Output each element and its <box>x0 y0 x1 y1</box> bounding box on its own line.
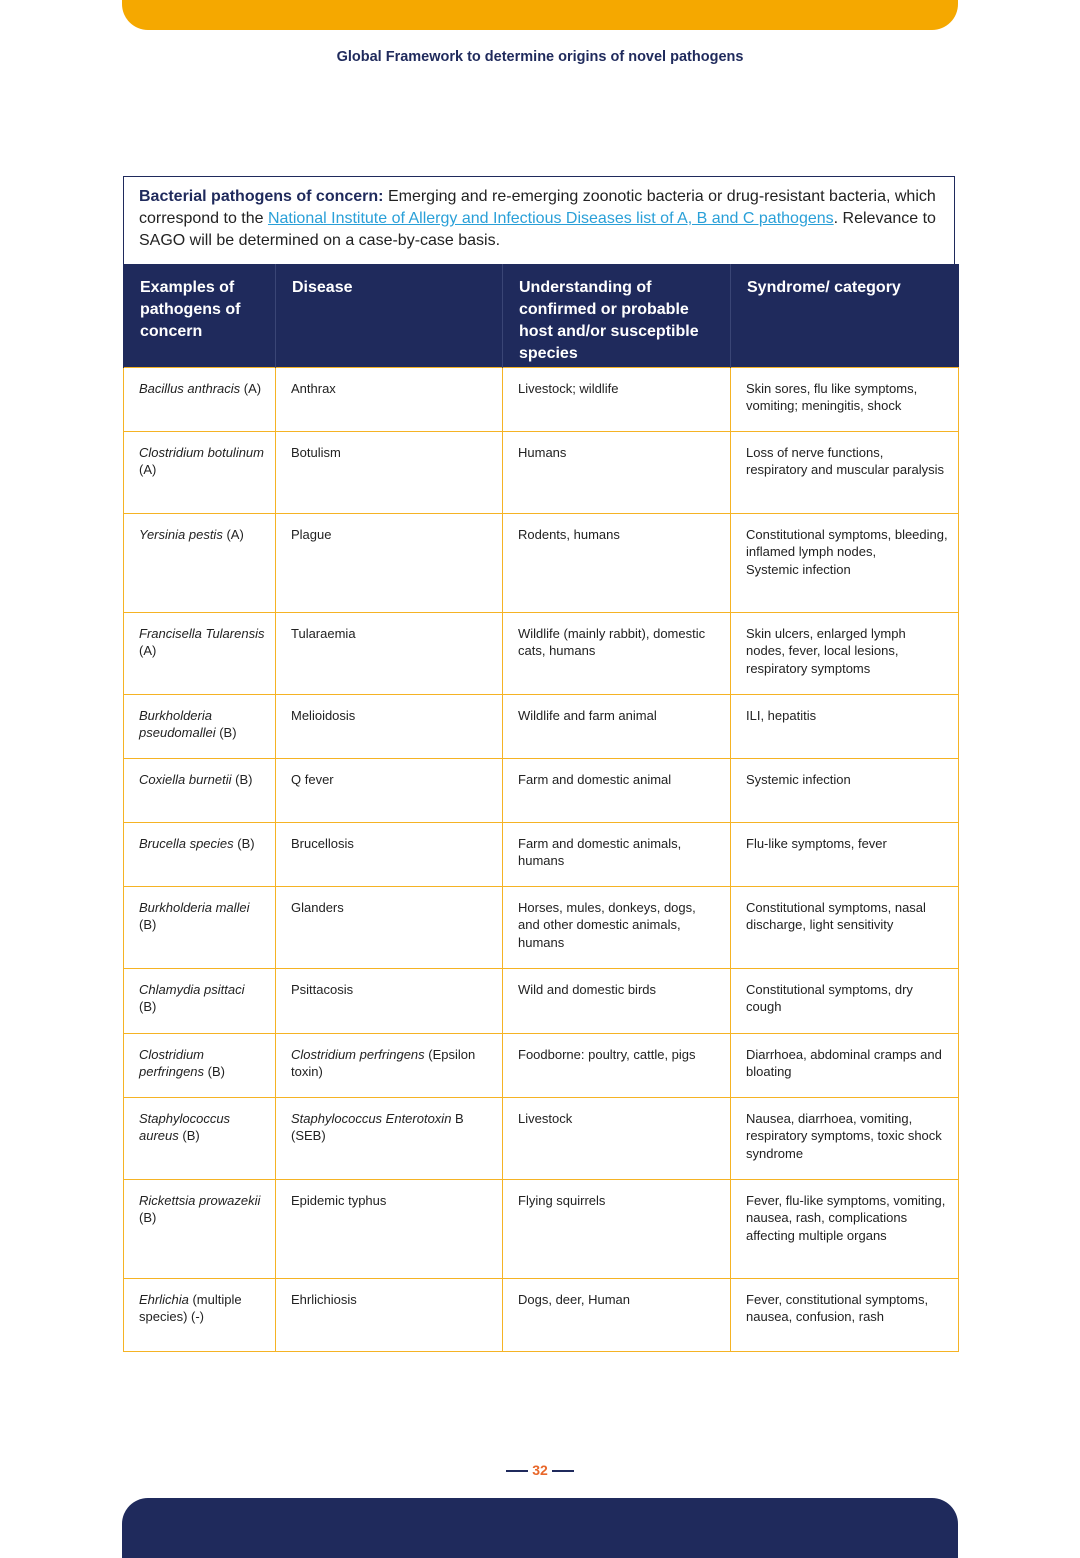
host-cell: Dogs, deer, Human <box>503 1278 731 1351</box>
pathogen-category: (A) <box>222 526 244 542</box>
pathogen-cell <box>124 1033 276 1097</box>
pathogens-table <box>123 264 959 1352</box>
table-row <box>124 1278 959 1351</box>
pathogen-cell <box>124 968 276 1033</box>
table-row <box>124 694 959 758</box>
host-cell: Wildlife (mainly rabbit), domestic cats, humans <box>503 612 731 694</box>
pathogen-category: (B) <box>139 999 157 1014</box>
syndrome-cell: Constitutional symptoms, bleeding, inflamed lymph nodes, Systemic infection <box>731 513 959 612</box>
syndrome-cell: ILI, hepatitis <box>731 694 959 758</box>
syndrome-cell: Loss of nerve functions, respiratory and muscular paralysis <box>731 431 959 513</box>
pathogen-category: (B) <box>204 1064 225 1079</box>
disease-cell <box>276 694 503 758</box>
intro-box <box>123 176 955 264</box>
syndrome-cell: Skin ulcers, enlarged lymph nodes, fever, local lesions, respiratory symptoms <box>731 612 959 694</box>
pathogen-name: Chlamydia psittaci <box>139 981 245 997</box>
pathogen-category: (A) <box>139 643 157 658</box>
syndrome-cell: Nausea, diarrhoea, vomiting, respiratory symptoms, toxic shock syndrome <box>731 1097 959 1179</box>
pathogen-category: (A) <box>139 462 157 477</box>
page-number-dash-right <box>552 1470 574 1472</box>
pathogen-category: (B) <box>215 725 237 740</box>
disease-cell <box>276 886 503 968</box>
disease-cell <box>276 367 503 431</box>
pathogen-category: (A) <box>240 380 262 396</box>
pathogen-cell <box>124 367 276 431</box>
host-cell: Horses, mules, donkeys, dogs, and other domestic animals, humans <box>503 886 731 968</box>
disease-name: Botulism <box>291 444 341 460</box>
host-cell: Livestock; wildlife <box>503 367 731 431</box>
disease-name: Glanders <box>291 899 344 915</box>
syndrome-cell: Fever, constitutional symptoms, nausea, confusion, rash <box>731 1278 959 1351</box>
intro-lead: Bacterial pathogens of concern: <box>139 188 384 205</box>
pathogen-cell <box>124 513 276 612</box>
pathogen-name: Rickettsia prowazekii <box>139 1192 261 1208</box>
table-row <box>124 1097 959 1179</box>
table-row <box>124 758 959 822</box>
pathogen-name: Francisella Tularensis <box>139 625 265 641</box>
syndrome-cell: Systemic infection <box>731 758 959 822</box>
pathogen-name: Burkholderia pseudomallei <box>139 707 216 740</box>
pathogen-cell <box>124 886 276 968</box>
pathogen-name: Bacillus anthracis <box>139 380 241 396</box>
host-cell: Farm and domestic animals, humans <box>503 822 731 886</box>
syndrome-cell: Constitutional symptoms, dry cough <box>731 968 959 1033</box>
disease-cell <box>276 431 503 513</box>
syndrome-cell: Flu-like symptoms, fever <box>731 822 959 886</box>
intro-text-1: Emerging and re-emerging zoonotic bacteria or drug-resistant bacteria, which correspond to the <box>139 188 936 227</box>
pathogen-cell <box>124 431 276 513</box>
pathogen-name: Burkholderia mallei <box>139 899 250 915</box>
disease-name: B (SEB) <box>291 1110 464 1143</box>
host-cell: Foodborne: poultry, cattle, pigs <box>503 1033 731 1097</box>
niaid-pathogen-list-link[interactable]: National Institute of Allergy and Infectious Diseases list of A, B and C pathogens <box>267 210 834 227</box>
syndrome-cell: Skin sores, flu like symptoms, vomiting; meningitis, shock <box>731 367 959 431</box>
table-row <box>124 513 959 612</box>
disease-name: Ehrlichiosis <box>291 1291 357 1307</box>
running-title: Global Framework to determine origins of novel pathogens <box>336 49 744 65</box>
table-row <box>124 612 959 694</box>
table-row <box>124 431 959 513</box>
disease-name: Anthrax <box>291 380 336 396</box>
pathogen-category: (B) <box>233 835 255 851</box>
page-number <box>0 1462 1080 1478</box>
table-row <box>124 822 959 886</box>
disease-cell <box>276 612 503 694</box>
pathogen-category: (B) <box>178 1128 200 1143</box>
syndrome-cell: Constitutional symptoms, nasal discharge, light sensitivity <box>731 886 959 968</box>
disease-name: Tularaemia <box>291 625 356 641</box>
host-cell: Rodents, humans <box>503 513 731 612</box>
disease-cell <box>276 513 503 612</box>
column-header-disease: Disease <box>276 264 503 367</box>
disease-name: Brucellosis <box>291 835 354 851</box>
pathogen-cell <box>124 612 276 694</box>
disease-name: Melioidosis <box>291 707 356 723</box>
page-number-value: 32 <box>532 1462 548 1478</box>
column-header-host: Understanding of confirmed or probable host and/or susceptible species <box>503 264 731 367</box>
pathogen-cell <box>124 822 276 886</box>
pathogen-category: (B) <box>139 1210 157 1225</box>
pathogen-name: Staphylococcus aureus <box>139 1110 231 1143</box>
host-cell: Farm and domestic animal <box>503 758 731 822</box>
pathogen-category: (multiple species) (-) <box>139 1291 242 1324</box>
pathogen-name: Clostridium botulinum <box>139 444 264 460</box>
disease-name: Psittacosis <box>291 981 354 997</box>
disease-cell <box>276 758 503 822</box>
disease-cell <box>276 1179 503 1278</box>
pathogen-cell <box>124 1179 276 1278</box>
pathogen-cell <box>124 758 276 822</box>
host-cell: Wild and domestic birds <box>503 968 731 1033</box>
pathogen-category: (B) <box>139 917 157 932</box>
pathogen-cell <box>124 694 276 758</box>
pathogen-name: Yersinia pestis <box>139 526 223 542</box>
disease-cell <box>276 822 503 886</box>
disease-name: Plague <box>291 526 332 542</box>
pathogen-cell <box>124 1097 276 1179</box>
host-cell: Humans <box>503 431 731 513</box>
host-cell: Livestock <box>503 1097 731 1179</box>
table-row <box>124 968 959 1033</box>
intro-text-2: . Relevance to SAGO will be determined on a case-by-case basis. <box>139 210 936 249</box>
pathogen-category: (B) <box>231 771 253 787</box>
syndrome-cell: Fever, flu-like symptoms, vomiting, nausea, rash, complications affecting multiple organs <box>731 1179 959 1278</box>
syndrome-cell: Diarrhoea, abdominal cramps and bloating <box>731 1033 959 1097</box>
pathogen-cell <box>124 1278 276 1351</box>
host-cell: Wildlife and farm animal <box>503 694 731 758</box>
disease-cell <box>276 1033 503 1097</box>
disease-name: Epidemic typhus <box>291 1192 387 1208</box>
bottom-decorative-bar <box>122 1498 958 1558</box>
table-row <box>124 886 959 968</box>
pathogen-name: Coxiella burnetii <box>139 771 232 787</box>
disease-cell <box>276 1278 503 1351</box>
disease-italic: Staphylococcus Enterotoxin <box>291 1110 452 1126</box>
disease-italic: Clostridium perfringens <box>291 1046 425 1062</box>
column-header-syndrome: Syndrome/ category <box>731 264 959 367</box>
top-decorative-bar <box>122 0 958 30</box>
column-header-pathogens: Examples of pathogens of concern <box>124 264 276 367</box>
disease-cell <box>276 1097 503 1179</box>
disease-name: Q fever <box>291 771 334 787</box>
pathogen-name: Brucella species <box>139 835 234 851</box>
disease-cell <box>276 968 503 1033</box>
pathogen-name: Ehrlichia <box>139 1291 189 1307</box>
table-header-row <box>124 264 959 367</box>
host-cell: Flying squirrels <box>503 1179 731 1278</box>
table-row <box>124 1179 959 1278</box>
table-row <box>124 367 959 431</box>
page-number-dash-left <box>506 1470 528 1472</box>
pathogen-name: Clostridium perfringens <box>139 1046 205 1079</box>
table-row <box>124 1033 959 1097</box>
disease-name: (Epsilon toxin) <box>291 1046 476 1079</box>
